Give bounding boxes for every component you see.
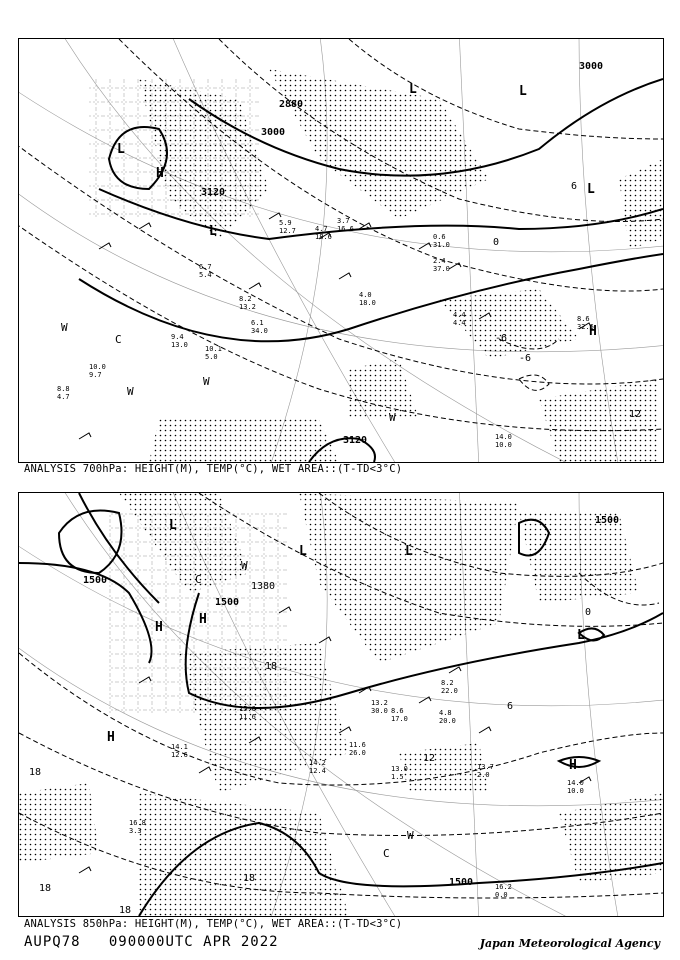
contour-label: 1500 bbox=[215, 597, 240, 608]
contour-label: 3000 bbox=[579, 61, 604, 72]
station-value: 4.8 bbox=[439, 709, 452, 717]
station-value: 13.2 bbox=[371, 699, 388, 707]
station-value: 2.0 bbox=[477, 771, 490, 779]
caption-850hpa: ANALYSIS 850hPa: HEIGHT(M), TEMP(°C), WET AREA::(T-TD<3°C) bbox=[24, 918, 403, 930]
contour-label: 18 bbox=[119, 905, 132, 916]
station-value: 14.1 bbox=[171, 743, 188, 751]
contour-label: 0 bbox=[585, 607, 592, 618]
station-value: 5.9 bbox=[279, 219, 292, 227]
high-center: H bbox=[107, 730, 115, 745]
agency-name: Japan Meteorological Agency bbox=[479, 937, 660, 950]
station-value: 11.6 bbox=[239, 713, 256, 721]
warm-center: W bbox=[61, 321, 68, 334]
station-value: 8.6 bbox=[391, 707, 404, 715]
high-center: H bbox=[589, 324, 597, 339]
station-value: 31.0 bbox=[433, 241, 450, 249]
low-center: L bbox=[299, 544, 307, 559]
station-value: 30.0 bbox=[371, 707, 388, 715]
high-center: H bbox=[199, 612, 207, 627]
contour-label: 3000 bbox=[261, 127, 286, 138]
chart-code-line bbox=[24, 934, 279, 950]
map-850hpa bbox=[18, 492, 664, 917]
station-value: 4.7 bbox=[315, 225, 328, 233]
station-value: 16.2 bbox=[495, 883, 512, 891]
contour-label: 12 bbox=[629, 409, 642, 420]
station-value: 16.8 bbox=[129, 819, 146, 827]
low-center: L bbox=[209, 224, 217, 239]
station-value: 13.2 bbox=[239, 303, 256, 311]
station-value: 16.6 bbox=[337, 225, 354, 233]
map-700hpa-canvas bbox=[19, 39, 663, 462]
station-value: 10.0 bbox=[567, 787, 584, 795]
station-value: 34.0 bbox=[251, 327, 268, 335]
contour-label: 1380 bbox=[251, 581, 276, 592]
station-value: 5.4 bbox=[199, 271, 212, 279]
map-850hpa-canvas bbox=[19, 493, 663, 916]
station-value: 32.6 bbox=[577, 323, 594, 331]
station-value: 10.1 bbox=[205, 345, 222, 353]
cold-center: C bbox=[383, 847, 390, 860]
station-value: 8.8 bbox=[57, 385, 70, 393]
station-value: 6.1 bbox=[251, 319, 264, 327]
contour-label: 18 bbox=[243, 873, 256, 884]
station-value: 0.6 bbox=[433, 233, 446, 241]
station-value: 4.7 bbox=[57, 393, 70, 401]
contour-label: 0 bbox=[493, 237, 500, 248]
contour-label: 1500 bbox=[449, 877, 474, 888]
contour-label: -6 bbox=[519, 353, 532, 364]
station-value: 13.7 bbox=[477, 763, 494, 771]
station-value: 37.0 bbox=[433, 265, 450, 273]
station-value: 8.2 bbox=[239, 295, 252, 303]
station-value: 26.0 bbox=[349, 749, 366, 757]
station-value: 14.0 bbox=[567, 779, 584, 787]
station-value: 4.0 bbox=[359, 291, 372, 299]
caption-700hpa: ANALYSIS 700hPa: HEIGHT(M), TEMP(°C), WET AREA::(T-TD<3°C) bbox=[24, 463, 403, 475]
station-value: 9.4 bbox=[171, 333, 184, 341]
station-value: 17.0 bbox=[391, 715, 408, 723]
chart-datetime: 090000UTC APR 2022 bbox=[108, 934, 279, 950]
warm-center: W bbox=[241, 559, 248, 572]
station-value: 18.0 bbox=[359, 299, 376, 307]
station-value: 13.0 bbox=[171, 341, 188, 349]
station-value: 3.3 bbox=[129, 827, 142, 835]
warm-center: W bbox=[389, 411, 396, 424]
station-value: 14.2 bbox=[309, 759, 326, 767]
station-value: 11.6 bbox=[349, 741, 366, 749]
contour-label: 18 bbox=[29, 767, 42, 778]
contour-label: 2880 bbox=[279, 99, 304, 110]
map-700hpa bbox=[18, 38, 664, 463]
station-value: 8.2 bbox=[441, 679, 454, 687]
station-value: 5.0 bbox=[205, 353, 218, 361]
contour-label: 1500 bbox=[595, 515, 620, 526]
warm-center: W bbox=[407, 829, 414, 842]
contour-label: 18 bbox=[39, 883, 52, 894]
station-value: 13.0 bbox=[391, 765, 408, 773]
station-value: 12.6 bbox=[171, 751, 188, 759]
station-value: 12.4 bbox=[309, 767, 326, 775]
warm-center: W bbox=[127, 385, 134, 398]
station-value: 4.4 bbox=[453, 319, 466, 327]
high-center: H bbox=[156, 166, 164, 181]
contour-label: 6 bbox=[571, 181, 578, 192]
station-value: 10.0 bbox=[495, 441, 512, 449]
low-center: L bbox=[405, 544, 413, 559]
contour-label: -6 bbox=[495, 333, 508, 344]
contour-label: 3120 bbox=[201, 187, 226, 198]
station-value: 15.0 bbox=[239, 705, 256, 713]
station-value: 10.0 bbox=[89, 363, 106, 371]
warm-center: W bbox=[203, 375, 210, 388]
low-center: L bbox=[409, 82, 417, 97]
station-value: 8.6 bbox=[577, 315, 590, 323]
low-center: L bbox=[117, 142, 125, 157]
station-value: 3.7 bbox=[337, 217, 350, 225]
station-value: 12.7 bbox=[279, 227, 296, 235]
contour-label: 18 bbox=[265, 661, 278, 672]
chart-footer bbox=[24, 934, 660, 954]
station-value: 4.4 bbox=[453, 311, 466, 319]
chart-code: AUPQ78 bbox=[24, 934, 81, 950]
station-value: 18.6 bbox=[315, 233, 332, 241]
station-value: 2.4 bbox=[433, 257, 446, 265]
low-center: L bbox=[577, 628, 585, 643]
low-center: L bbox=[169, 518, 177, 533]
cold-center: C bbox=[195, 573, 202, 586]
cold-center: C bbox=[115, 333, 122, 346]
station-value: 14.0 bbox=[495, 433, 512, 441]
station-value: 9.7 bbox=[89, 371, 102, 379]
contour-label: 3120 bbox=[343, 435, 368, 446]
station-value: 0.0 bbox=[495, 891, 508, 899]
station-value: 1.5 bbox=[391, 773, 404, 781]
low-center: L bbox=[519, 84, 527, 99]
station-value: 6.7 bbox=[199, 263, 212, 271]
high-center: H bbox=[155, 620, 163, 635]
low-center: L bbox=[587, 182, 595, 197]
contour-label: 1500 bbox=[83, 575, 108, 586]
contour-label: 6 bbox=[507, 701, 514, 712]
contour-label: 12 bbox=[423, 753, 436, 764]
high-center: H bbox=[569, 758, 577, 773]
station-value: 22.0 bbox=[441, 687, 458, 695]
station-value: 20.0 bbox=[439, 717, 456, 725]
